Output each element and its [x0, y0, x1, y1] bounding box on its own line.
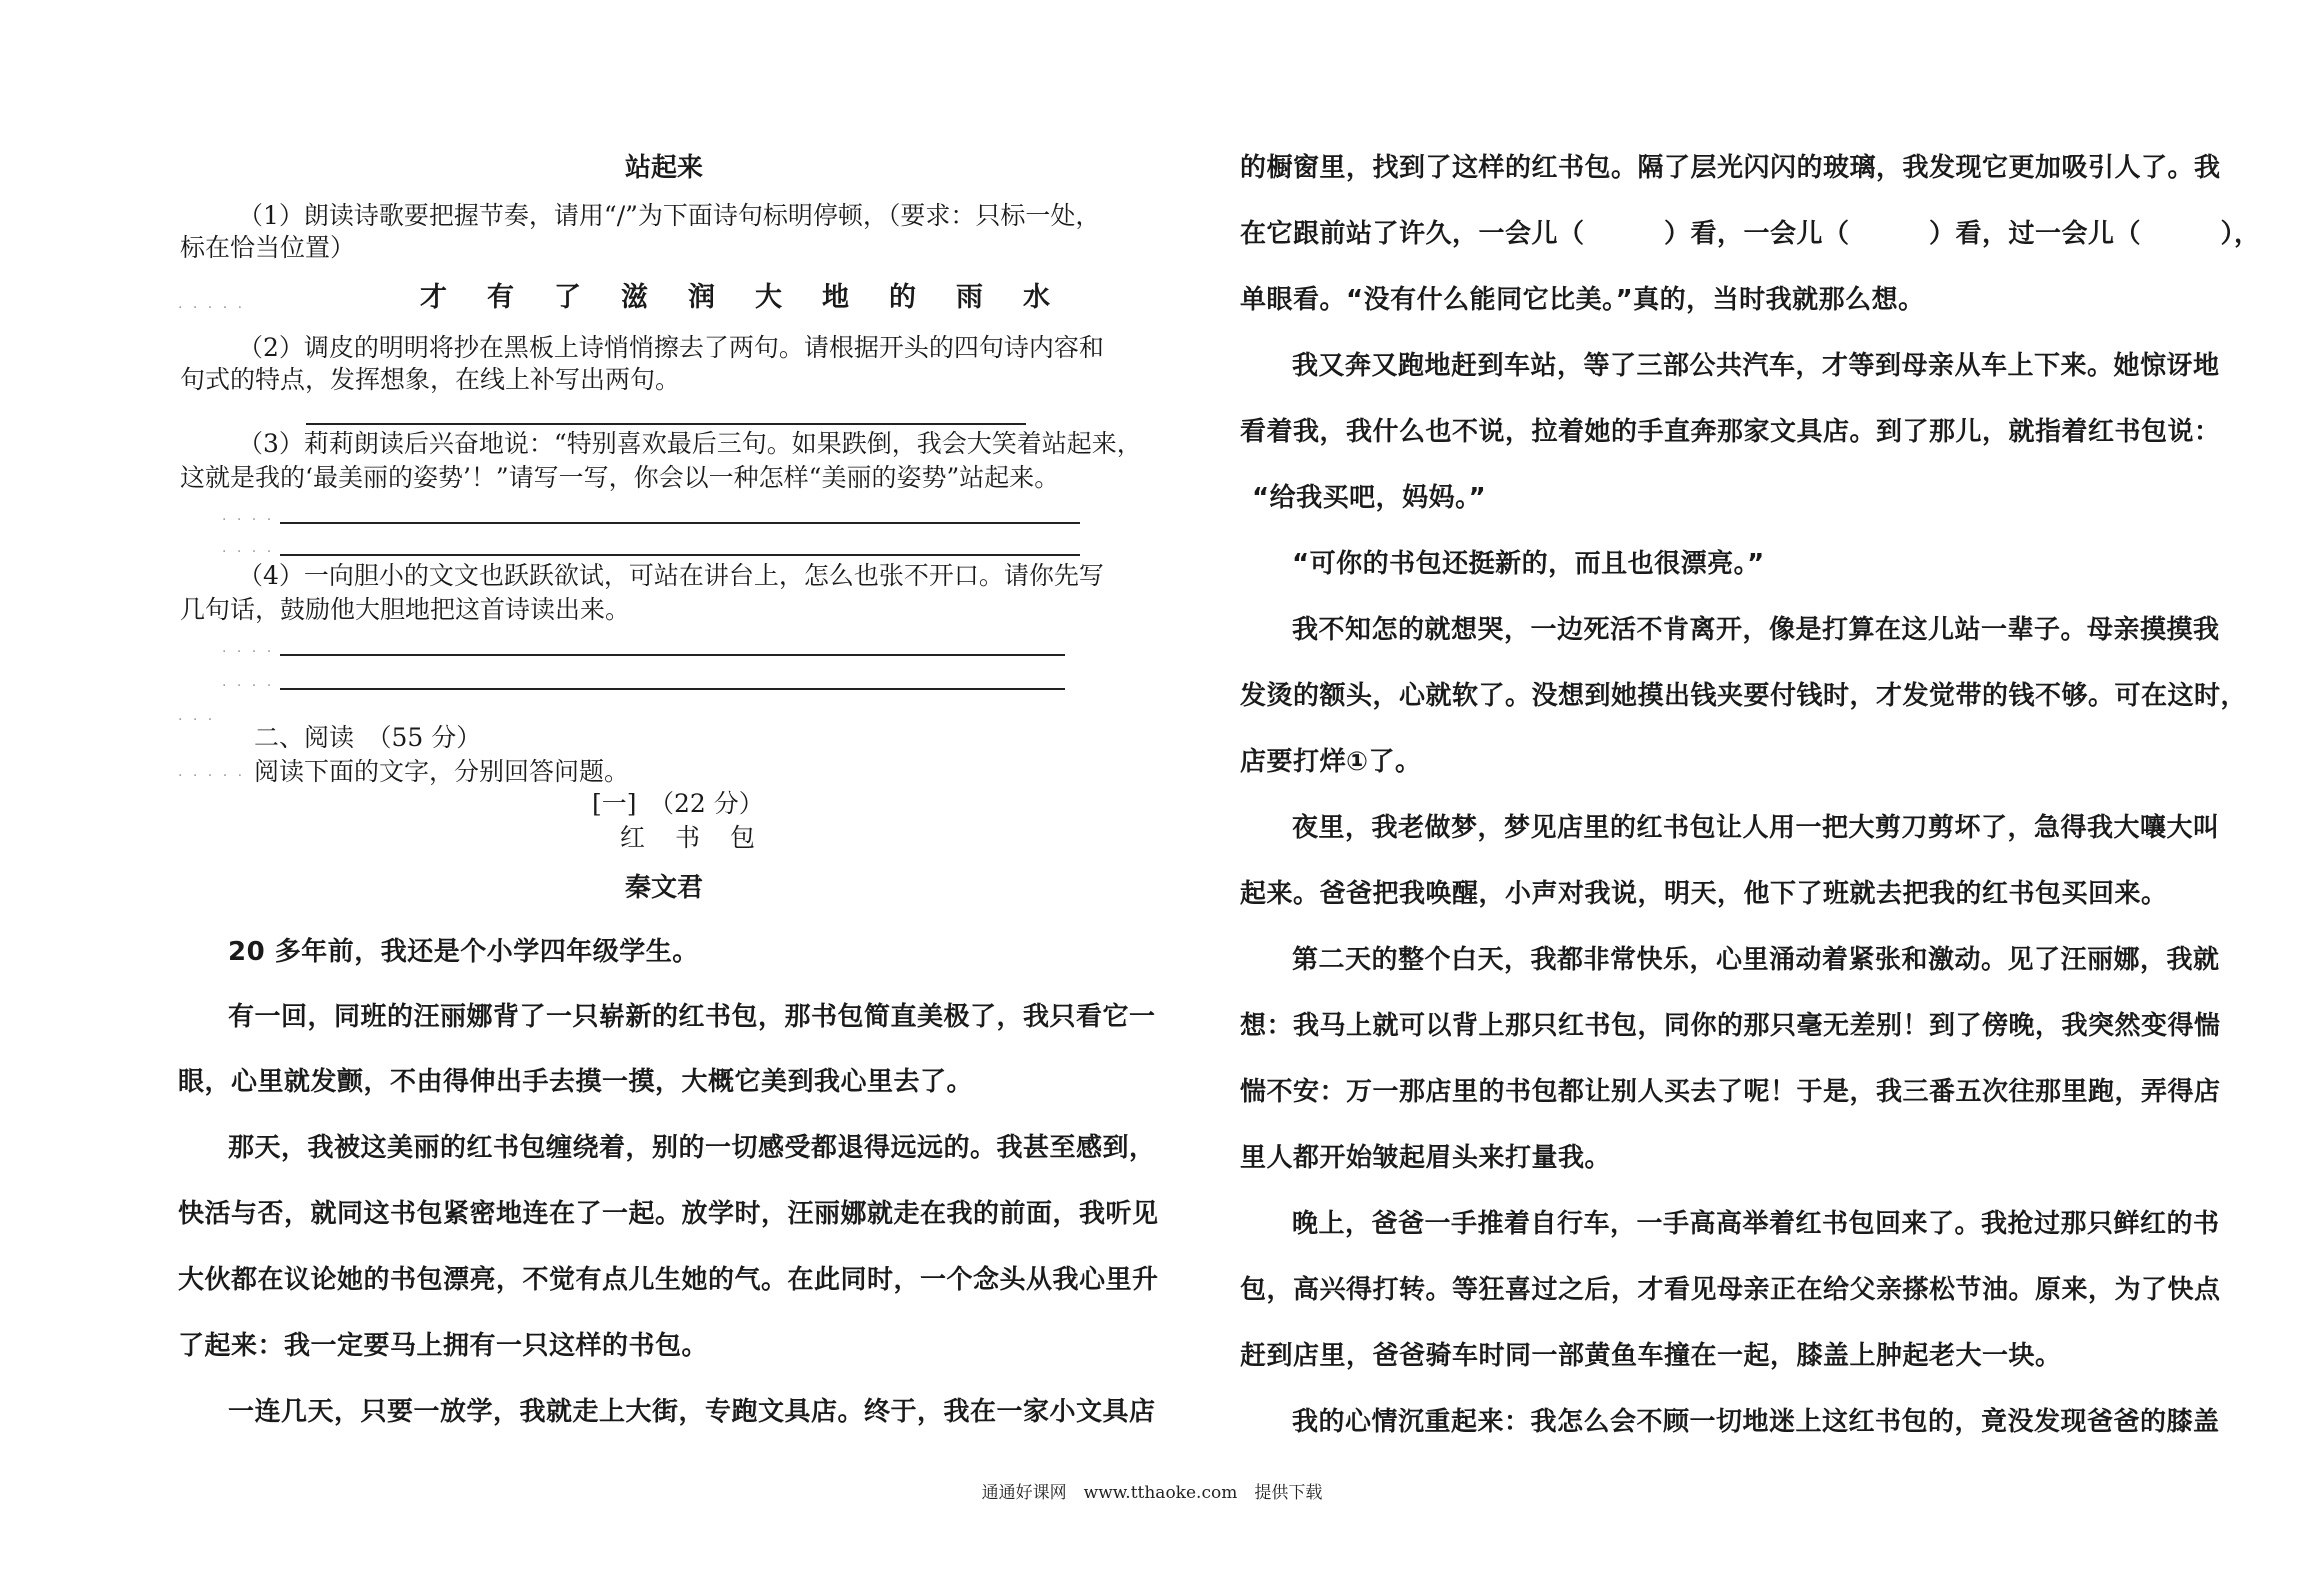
story-line: 我不知怎的就想哭，一边死活不肯离开，像是打算在这儿站一辈子。母亲摸摸我 — [1292, 615, 2220, 645]
story-line: 起来。爸爸把我唤醒，小声对我说，明天，他下了班就去把我的红书包买回来。 — [1240, 879, 2168, 909]
margin-dots: . . . . . — [178, 296, 246, 312]
question-3-line-2: 这就是我的‘最美丽的姿势’！”请写一写，你会以一种怎样“美丽的姿势”站起来。 — [180, 463, 1060, 492]
story-line: 我的心情沉重起来：我怎么会不顾一切地迷上这红书包的，竟没发现爸爸的膝盖 — [1292, 1407, 2220, 1437]
poem-line: 才有了滋润大地的雨水 — [420, 282, 1090, 313]
story-line: 第二天的整个白天，我都非常快乐，心里涌动着紧张和激动。见了汪丽娜，我就 — [1292, 945, 2220, 975]
story-line: 在它跟前站了许久，一会儿（ ）看，一会儿（ ）看，过一会儿（ ）， — [1240, 219, 2261, 249]
story-line: 惴不安：万一那店里的书包都让别人买去了呢！于是，我三番五次往那里跑，弄得店 — [1240, 1077, 2221, 1107]
right-column — [1152, 0, 2304, 1595]
story-line: 的橱窗里，找到了这样的红书包。隔了层光闪闪的玻璃，我发现它更加吸引人了。我 — [1240, 153, 2221, 183]
story-line: 我又奔又跑地赶到车站，等了三部公共汽车，才等到母亲从车上下来。她惊讶地 — [1292, 351, 2220, 381]
story-line: 大伙都在议论她的书包漂亮，不觉有点儿生她的气。在此同时，一个念头从我心里升 — [178, 1265, 1159, 1295]
question-2-line-2: 句式的特点，发挥想象，在线上补写出两句。 — [180, 365, 681, 394]
question-4-line-1: （4）一向胆小的文文也跃跃欲试，可站在讲台上，怎么也张不开口。请你先写 — [238, 561, 1104, 590]
story-line: 那天，我被这美丽的红书包缠绕着，别的一切感受都退得远远的。我甚至感到， — [228, 1133, 1156, 1163]
answer-line[interactable] — [280, 522, 1080, 524]
story-line: 眼，心里就发颤，不由得伸出手去摸一摸，大概它美到我心里去了。 — [178, 1067, 974, 1097]
story-title: 红书包 — [620, 823, 786, 852]
answer-line[interactable] — [280, 688, 1065, 690]
story-line: 20 多年前，我还是个小学四年级学生。 — [228, 937, 699, 967]
story-line: 晚上，爸爸一手推着自行车，一手高高举着红书包回来了。我抢过那只鲜红的书 — [1292, 1209, 2220, 1239]
story-line: 看着我，我什么也不说，拉着她的手直奔那家文具店。到了那儿，就指着红书包说： — [1240, 417, 2221, 447]
section-intro: 阅读下面的文字，分别回答问题。 — [254, 757, 630, 786]
story-line: 里人都开始皱起眉头来打量我。 — [1240, 1143, 1612, 1173]
page-footer: 通通好课网 www.tthaoke.com 提供下载 — [981, 1483, 1323, 1503]
answer-line[interactable] — [280, 554, 1080, 556]
margin-dots: . . . . . — [178, 764, 246, 780]
question-1-line-1: （1）朗读诗歌要把握节奏，请用“/”为下面诗句标明停顿，（要求：只标一处， — [238, 201, 1101, 230]
question-2-line-1: （2）调皮的明明将抄在黑板上诗悄悄擦去了两句。请根据开头的四句诗内容和 — [238, 333, 1104, 362]
story-line: 夜里，我老做梦，梦见店里的红书包让人用一把大剪刀剪坏了，急得我大嚷大叫 — [1292, 813, 2220, 843]
story-line: 有一回，同班的汪丽娜背了一只崭新的红书包，那书包简直美极了，我只看它一 — [228, 1002, 1156, 1032]
story-line: 单眼看。“没有什么能同它比美。”真的，当时我就那么想。 — [1240, 285, 1925, 315]
question-1-line-2: 标在恰当位置） — [180, 233, 356, 262]
part-heading: [一] （22 分） — [592, 789, 764, 818]
question-4-line-2: 几句话，鼓励他大胆地把这首诗读出来。 — [180, 595, 631, 624]
question-3-line-1: （3）莉莉朗读后兴奋地说：“特别喜欢最后三句。如果跌倒，我会大笑着站起来， — [238, 429, 1142, 458]
answer-line[interactable] — [280, 654, 1065, 656]
margin-dots: . . . . — [222, 508, 275, 524]
margin-dots: . . . — [178, 708, 216, 724]
story-line: 一连几天，只要一放学，我就走上大街，专跑文具店。终于，我在一家小文具店 — [228, 1397, 1156, 1427]
poem-title: 站起来 — [625, 153, 704, 183]
story-line: 快活与否，就同这书包紧密地连在了一起。放学时，汪丽娜就走在我的前面，我听见 — [178, 1199, 1159, 1229]
story-line: 了起来：我一定要马上拥有一只这样的书包。 — [178, 1331, 709, 1361]
story-line: 店要打烊①了。 — [1240, 747, 1422, 777]
story-author: 秦文君 — [625, 873, 704, 903]
margin-dots: . . . . — [222, 640, 275, 656]
story-line: “可你的书包还挺新的，而且也很漂亮。” — [1292, 549, 1765, 579]
margin-dots: . . . . — [222, 674, 275, 690]
story-line: 包，高兴得打转。等狂喜过之后，才看见母亲正在给父亲搽松节油。原来，为了快点 — [1240, 1275, 2221, 1305]
section-heading: 二、阅读 （55 分） — [254, 723, 482, 752]
story-line: 想：我马上就可以背上那只红书包，同你的那只毫无差别！到了傍晚，我突然变得惴 — [1240, 1011, 2221, 1041]
story-line: 发烫的额头，心就软了。没想到她摸出钱夹要付钱时，才发觉带的钱不够。可在这时， — [1240, 681, 2248, 711]
story-line: 赶到店里，爸爸骑车时同一部黄鱼车撞在一起，膝盖上肿起老大一块。 — [1240, 1341, 2062, 1371]
answer-line[interactable] — [306, 423, 1026, 425]
margin-dots: . . . . — [222, 540, 275, 556]
story-line: “给我买吧，妈妈。” — [1252, 483, 1487, 513]
